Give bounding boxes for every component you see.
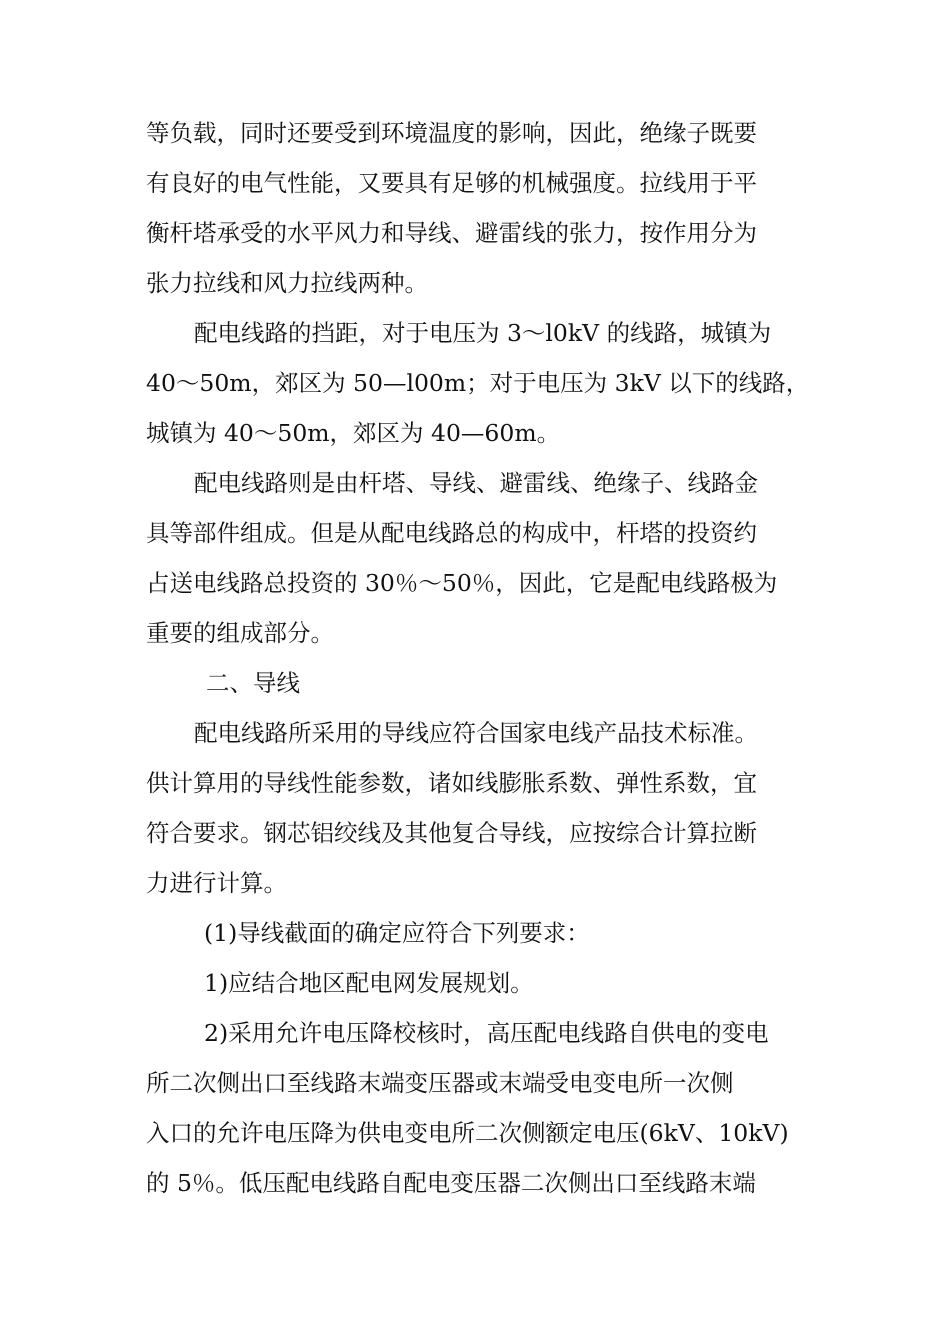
list-item-cross-section-requirements: [146, 908, 816, 958]
document-body: [146, 108, 816, 1208]
text-line: 符合要求。钢芯铝绞线及其他复合导线，应按综合计算拉断: [146, 819, 757, 847]
text-line: 衡杆塔承受的水平风力和导线、避雷线的张力，按作用分为: [146, 219, 757, 247]
list-item-development-plan: [146, 958, 816, 1008]
text-line: 所二次侧出口至线路末端变压器或末端受电变电所一次侧: [146, 1069, 734, 1097]
paragraph-insulator-guy-wire: [146, 108, 816, 308]
paragraph-span-distance: [146, 308, 816, 458]
text-line: 占送电线路总投资的 30％～50％，因此，它是配电线路极为: [146, 569, 778, 597]
text-line: 城镇为 40～50m，郊区为 40—60m。: [146, 419, 561, 447]
paragraph-conductor-standards: [146, 708, 816, 908]
section-heading: 二、导线: [206, 669, 300, 697]
text-line: 力进行计算。: [146, 869, 287, 897]
text-line: 配电线路所采用的导线应符合国家电线产品技术标准。: [194, 719, 758, 747]
text-line: 等负载，同时还要受到环境温度的影响，因此，绝缘子既要: [146, 119, 757, 147]
text-line: 40～50m，郊区为 50—l00m；对于电压为 3kV 以下的线路，: [146, 369, 810, 397]
text-line: 配电线路则是由杆塔、导线、避雷线、绝缘子、线路金: [194, 469, 758, 497]
text-line: 具等部件组成。但是从配电线路总的构成中，杆塔的投资约: [146, 519, 757, 547]
text-line: 的 5％。低压配电线路自配电变压器二次侧出口至线路末端: [146, 1169, 756, 1197]
text-line: 配电线路的挡距，对于电压为 3～l0kV 的线路，城镇为: [194, 319, 772, 347]
text-line: 1)应结合地区配电网发展规划。: [204, 969, 534, 997]
paragraph-line-components: [146, 458, 816, 658]
section-heading-conductor: [146, 658, 816, 708]
text-line: 2)采用允许电压降校核时，高压配电线路自供电的变电: [204, 1019, 769, 1047]
text-line: 有良好的电气性能，又要具有足够的机械强度。拉线用于平: [146, 169, 757, 197]
text-line: 重要的组成部分。: [146, 619, 334, 647]
list-item-voltage-drop: [146, 1008, 816, 1208]
text-line: (1)导线截面的确定应符合下列要求：: [204, 919, 590, 947]
text-line: 张力拉线和风力拉线两种。: [146, 269, 428, 297]
text-line: 入口的允许电压降为供电变电所二次侧额定电压(6kV、10kV): [146, 1119, 789, 1147]
text-line: 供计算用的导线性能参数，诸如线膨胀系数、弹性系数，宜: [146, 769, 757, 797]
